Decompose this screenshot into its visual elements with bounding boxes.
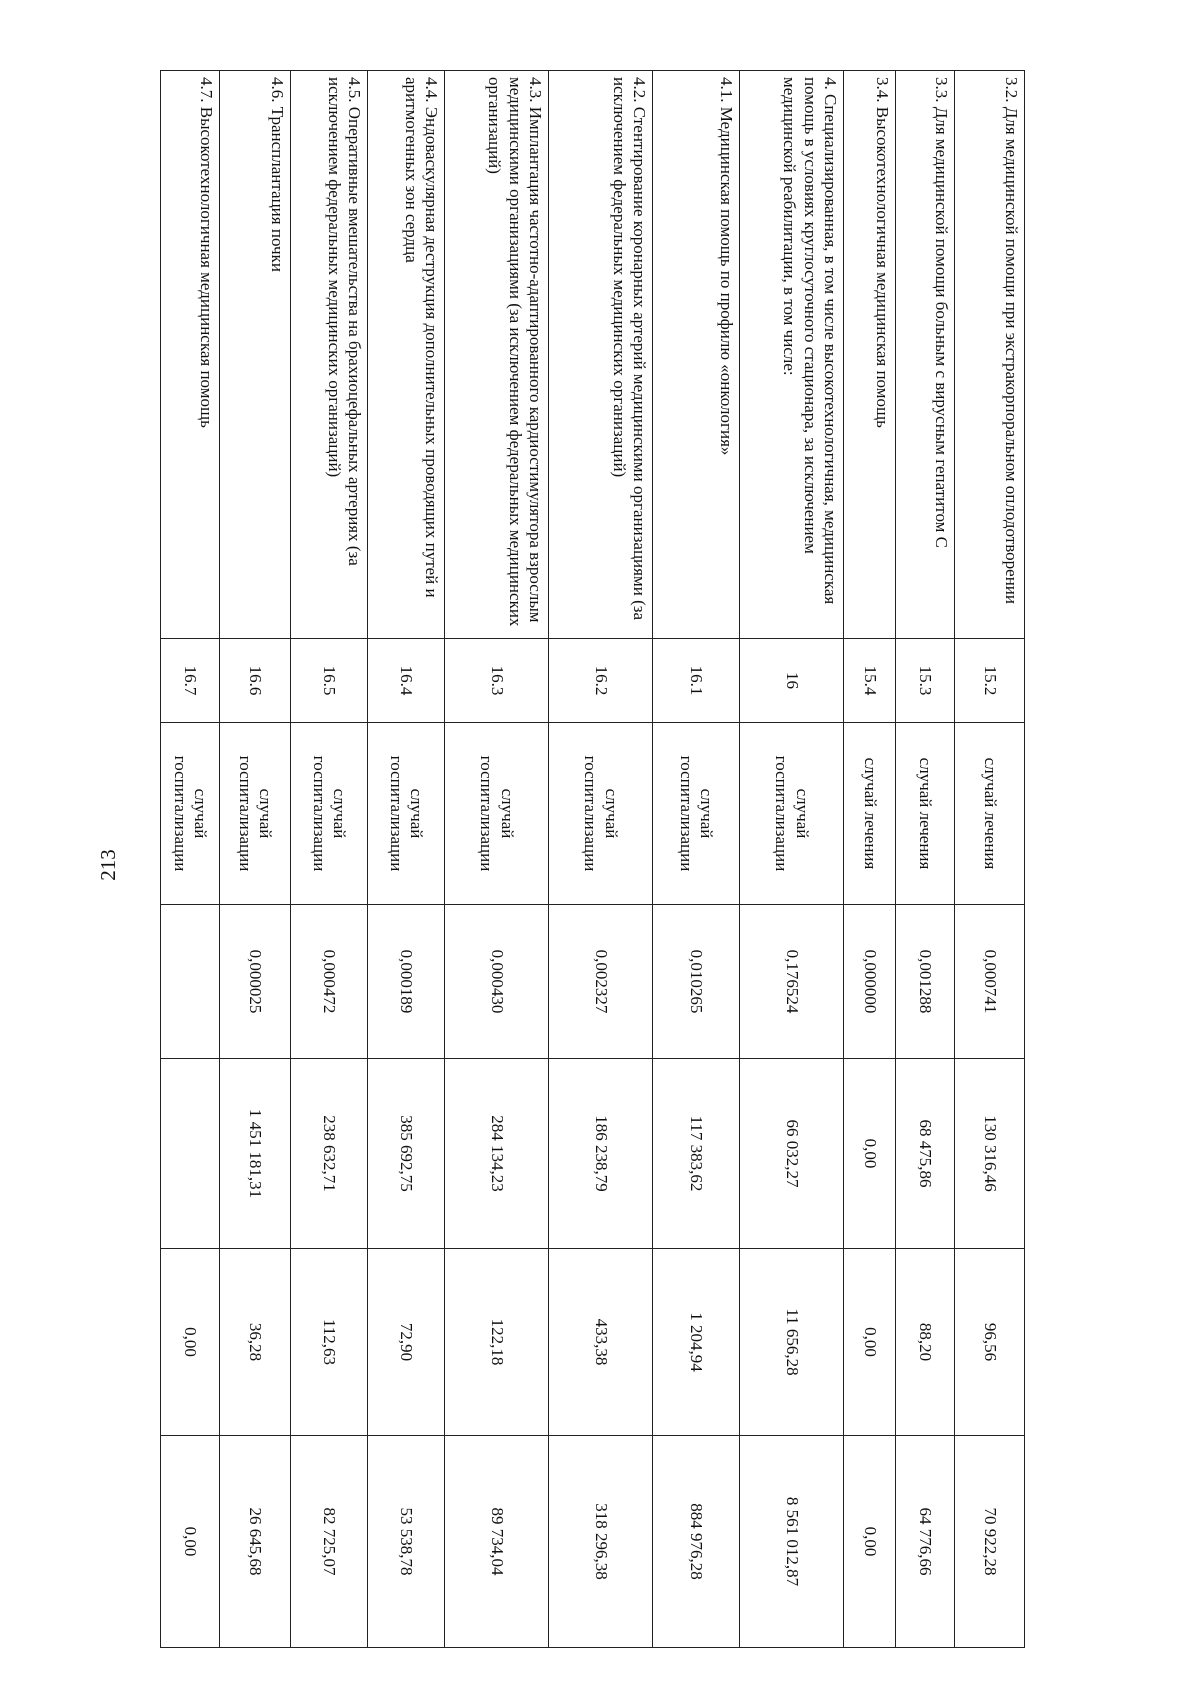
row-cost: 1 451 181,31 — [220, 1059, 291, 1249]
row-total: 8 561 012,87 — [740, 1436, 844, 1648]
row-cost: 0,00 — [844, 1059, 896, 1249]
row-total: 0,00 — [161, 1436, 220, 1648]
row-per-capita: 112,63 — [291, 1249, 368, 1436]
row-volume: 0,002327 — [549, 905, 653, 1059]
row-code: 15.2 — [955, 639, 1025, 723]
row-name: 4.4. Эндоваскулярная деструкция дополнительных проводящих путей и аритмогенных зон сердца — [368, 71, 445, 639]
row-volume: 0,000741 — [955, 905, 1025, 1059]
row-cost: 68 475,86 — [896, 1059, 955, 1249]
row-name: 4.5. Оперативные вмешательства на брахиоцефальных артериях (за исключением федеральных медицинских организаций) — [291, 71, 368, 639]
table-body — [161, 71, 1025, 1648]
row-total: 89 734,04 — [445, 1436, 549, 1648]
row-volume: 0,176524 — [740, 905, 844, 1059]
row-unit: случай госпитализации — [291, 723, 368, 905]
table-row — [368, 71, 445, 1648]
row-per-capita: 11 656,28 — [740, 1249, 844, 1436]
row-code: 16.1 — [653, 639, 740, 723]
row-unit: случай лечения — [844, 723, 896, 905]
row-code: 16.4 — [368, 639, 445, 723]
table-row — [445, 71, 549, 1648]
table-row — [844, 71, 896, 1648]
row-code: 16.6 — [220, 639, 291, 723]
row-unit: случай госпитализации — [220, 723, 291, 905]
row-code: 15.3 — [896, 639, 955, 723]
row-volume: 0,000472 — [291, 905, 368, 1059]
row-unit: случай лечения — [955, 723, 1025, 905]
row-per-capita: 122,18 — [445, 1249, 549, 1436]
row-unit: случай госпитализации — [653, 723, 740, 905]
row-code: 16 — [740, 639, 844, 723]
row-total: 318 296,38 — [549, 1436, 653, 1648]
table-row — [740, 71, 844, 1648]
row-per-capita: 0,00 — [844, 1249, 896, 1436]
row-code: 16.7 — [161, 639, 220, 723]
row-unit: случай лечения — [896, 723, 955, 905]
row-cost: 238 632,71 — [291, 1059, 368, 1249]
row-per-capita: 88,20 — [896, 1249, 955, 1436]
table-row — [955, 71, 1025, 1648]
row-name: 4.2. Стентирование коронарных артерий медицинскими организациями (за исключением федеральных медицинских организаций) — [549, 71, 653, 639]
row-code: 16.3 — [445, 639, 549, 723]
row-name: 3.2. Для медицинской помощи при экстракорпоральном оплодотворении — [955, 71, 1025, 639]
row-unit: случай госпитализации — [740, 723, 844, 905]
row-per-capita: 36,28 — [220, 1249, 291, 1436]
row-per-capita: 96,56 — [955, 1249, 1025, 1436]
row-unit: случай госпитализации — [445, 723, 549, 905]
row-name: 4.3. Имплантация частотно-адаптированного кардиостимулятора взрослым медицинскими организациями (за исключением федеральных медицинских организаций) — [445, 71, 549, 639]
row-total: 884 976,28 — [653, 1436, 740, 1648]
row-total: 26 645,68 — [220, 1436, 291, 1648]
row-volume: 0,010265 — [653, 905, 740, 1059]
page-number: 213 — [96, 849, 120, 881]
row-total: 0,00 — [844, 1436, 896, 1648]
row-total: 70 922,28 — [955, 1436, 1025, 1648]
table-row — [549, 71, 653, 1648]
financing-table — [160, 70, 1025, 1648]
row-per-capita: 72,90 — [368, 1249, 445, 1436]
row-total: 82 725,07 — [291, 1436, 368, 1648]
row-total: 64 776,66 — [896, 1436, 955, 1648]
row-per-capita: 0,00 — [161, 1249, 220, 1436]
row-code: 16.5 — [291, 639, 368, 723]
rotated-table-container — [168, 70, 1025, 1647]
row-cost: 284 134,23 — [445, 1059, 549, 1249]
row-volume: 0,000430 — [445, 905, 549, 1059]
row-code: 16.2 — [549, 639, 653, 723]
row-cost: 385 692,75 — [368, 1059, 445, 1249]
table-row — [291, 71, 368, 1648]
row-name: 3.3. Для медицинской помощи больным с вирусным гепатитом С — [896, 71, 955, 639]
row-name: 4.6. Трансплантация почки — [220, 71, 291, 639]
row-name: 4. Специализированная, в том числе высокотехнологичная, медицинская помощь в условиях круглосуточного стационара, за исключением медицинской реабилитации, в том числе: — [740, 71, 844, 639]
table-row — [653, 71, 740, 1648]
row-unit: случай госпитализации — [368, 723, 445, 905]
row-unit: случай госпитализации — [549, 723, 653, 905]
table-row — [220, 71, 291, 1648]
row-cost: 66 032,27 — [740, 1059, 844, 1249]
row-cost: 117 383,62 — [653, 1059, 740, 1249]
row-per-capita: 433,38 — [549, 1249, 653, 1436]
row-cost — [161, 1059, 220, 1249]
row-volume — [161, 905, 220, 1059]
row-name: 3.4. Высокотехнологичная медицинская помощь — [844, 71, 896, 639]
table-row — [161, 71, 220, 1648]
row-unit: случай госпитализации — [161, 723, 220, 905]
row-volume: 0,001288 — [896, 905, 955, 1059]
row-volume: 0,000189 — [368, 905, 445, 1059]
table-row — [896, 71, 955, 1648]
row-total: 53 538,78 — [368, 1436, 445, 1648]
row-per-capita: 1 204,94 — [653, 1249, 740, 1436]
row-volume: 0,000000 — [844, 905, 896, 1059]
row-volume: 0,000025 — [220, 905, 291, 1059]
row-code: 15.4 — [844, 639, 896, 723]
row-cost: 186 238,79 — [549, 1059, 653, 1249]
row-name: 4.1. Медицинская помощь по профилю «онкология» — [653, 71, 740, 639]
row-name: 4.7. Высокотехнологичная медицинская помощь — [161, 71, 220, 639]
row-cost: 130 316,46 — [955, 1059, 1025, 1249]
